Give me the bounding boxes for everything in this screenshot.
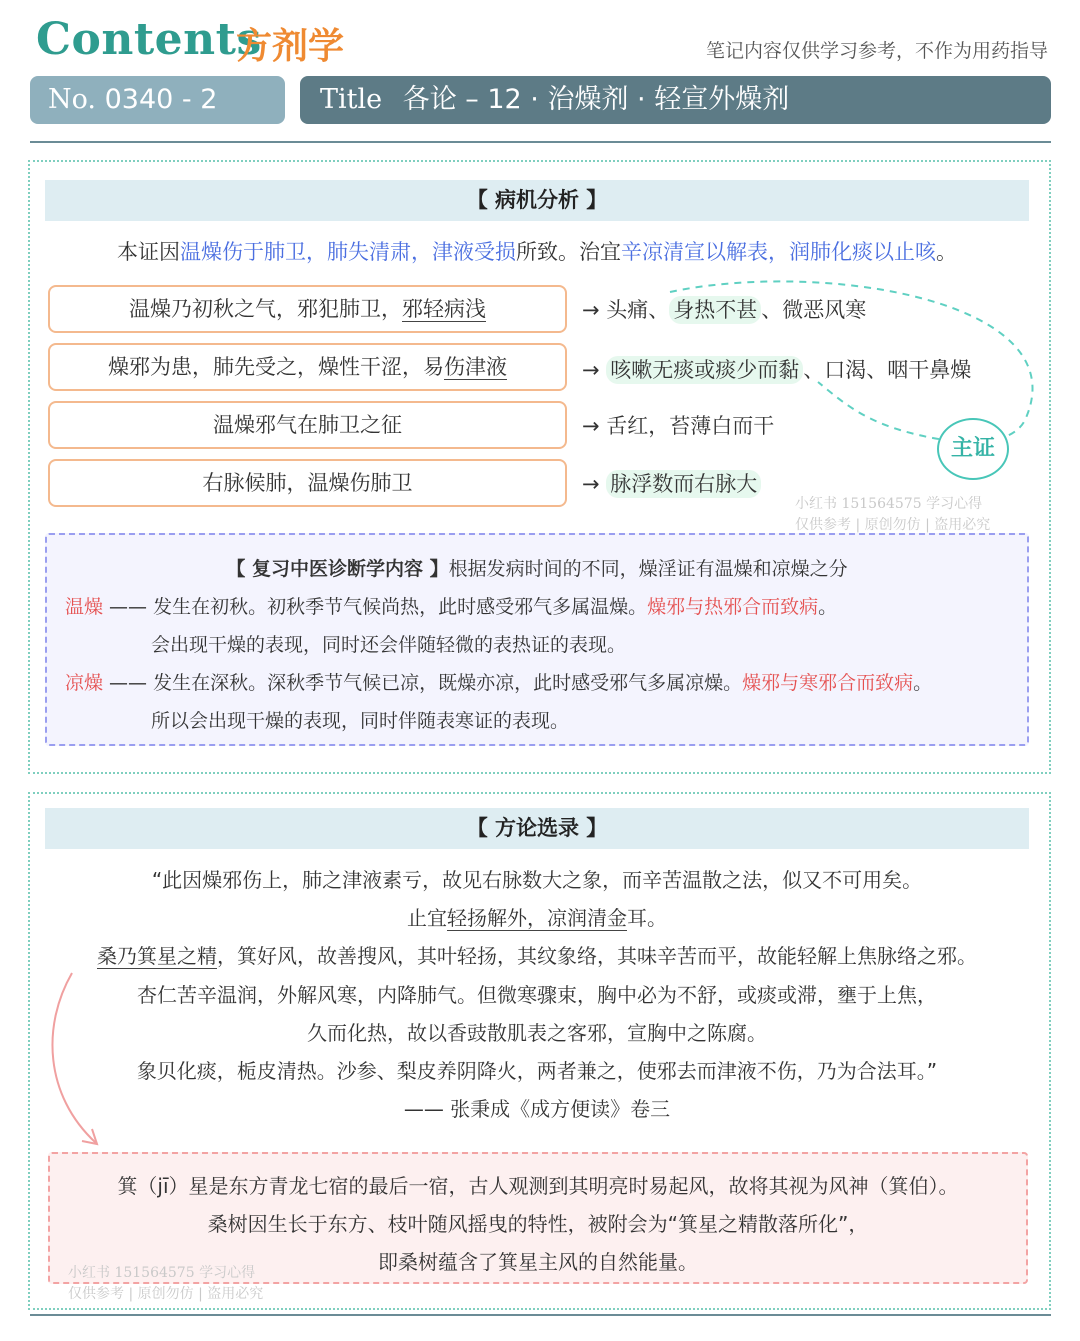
watermark-line-1: 小红书 151564575 学习心得: [795, 496, 983, 512]
warm-dry-text: —— 发生在初秋。初秋季节气候尚热，此时感受邪气多属温燥。: [103, 596, 648, 618]
footer-divider: [30, 1314, 1051, 1316]
symptom-highlight: 咳嗽无痰或痰少而黏: [606, 356, 803, 384]
note-number-box: [30, 76, 285, 124]
symptom-text: 舌红，苔薄白而干: [606, 414, 775, 438]
watermark-line-2: 仅供参考 | 原创勿仿 | 盗用必究: [68, 1286, 264, 1302]
symptom-line-1: [582, 294, 866, 324]
intro-treatment: 辛凉清宣以解表，润肺化痰以止咳: [621, 240, 936, 264]
number-label: No.: [48, 84, 96, 115]
note-title-box: [300, 76, 1051, 124]
cause-text: 右脉候肺，温燥伤肺卫: [202, 471, 413, 495]
note-line-3: 即桑树蕴含了箕星主风的自然能量。: [378, 1250, 698, 1274]
cause-box-2: [48, 343, 567, 391]
intro-text-3: 。: [936, 240, 957, 264]
cause-box-1: [48, 285, 567, 333]
header-divider: [30, 141, 1051, 143]
cause-box-3: [48, 401, 567, 449]
arrow: →: [582, 414, 600, 438]
quote-source: —— 张秉成《成方便读》卷三: [403, 1097, 671, 1121]
watermark-line-1: 小红书 151564575 学习心得: [68, 1265, 256, 1281]
cool-dry-end: 。: [913, 672, 933, 694]
cool-dry-line-2: 所以会出现干燥的表现，同时伴随表寒证的表现。: [151, 710, 570, 732]
symptom-text: 头痛、: [606, 298, 670, 322]
watermark-line-2: 仅供参考 | 原创勿仿 | 盗用必究: [795, 517, 991, 533]
formula-heading: 【 方论选录 】: [45, 808, 1029, 849]
arrow: →: [582, 472, 600, 496]
symptom-line-4: [582, 468, 761, 498]
cause-underlined: 伤津液: [444, 355, 507, 379]
quote-underlined: 轻扬解外，凉润清金: [447, 906, 627, 930]
symptom-highlight: 脉浮数而右脉大: [606, 470, 761, 498]
symptom-text: 、微恶风寒: [761, 298, 867, 322]
cause-text: 燥邪为患，肺先受之，燥性干涩，易: [108, 355, 444, 379]
title-value: 各论 – 12 · 治燥剂 · 轻宣外燥剂: [402, 84, 790, 115]
review-box: [45, 533, 1029, 746]
title-label: Title: [320, 84, 383, 115]
cause-box-4: [48, 459, 567, 507]
intro-text-1: 本证因: [117, 240, 180, 264]
cause-text: 温燥邪气在肺卫之征: [213, 413, 402, 437]
quote-text: 耳。: [627, 906, 667, 930]
cool-dry-line: [65, 668, 932, 695]
quote-line-1: “此因燥邪伤上，肺之津液素亏，故见右脉数大之象，而辛苦温散之法，似又不可用矣。: [151, 868, 923, 892]
quote-line-3: [45, 940, 1029, 969]
pathogenesis-heading: 【 病机分析 】: [45, 180, 1029, 221]
cause-text: 温燥乃初秋之气，邪犯肺卫，: [129, 297, 402, 321]
warm-dry-end: 。: [818, 596, 838, 618]
main-symptom-badge: 主证: [937, 418, 1009, 480]
pathogenesis-intro: [45, 236, 1029, 266]
warm-dry-line: [65, 592, 837, 619]
review-title-line: [47, 554, 1027, 581]
warm-dry-label: 温燥: [65, 596, 104, 618]
arrow: →: [582, 298, 600, 322]
review-title: 【 复习中医诊断学内容 】: [226, 558, 449, 580]
quote-text: 止宜: [407, 906, 447, 930]
quote-underlined: 桑乃箕星之精: [97, 944, 217, 968]
brand-title: Contents: [36, 14, 262, 65]
note-line-2: 桑树因生长于东方、枝叶随风摇曳的特性，被附会为“箕星之精散落所化”，: [207, 1212, 869, 1236]
symptom-line-3: [582, 410, 774, 440]
intro-text-2: 所致。治宜: [516, 240, 621, 264]
warm-dry-cause: 燥邪与热邪合而致病: [647, 596, 819, 618]
watermark: [68, 1263, 263, 1305]
symptom-line-2: [582, 354, 971, 384]
symptom-text: 、口渴、咽干鼻燥: [803, 358, 972, 382]
warm-dry-line-2: 会出现干燥的表现，同时还会伴随轻微的表热证的表现。: [151, 634, 627, 656]
cool-dry-label: 凉燥: [65, 672, 104, 694]
quote-line-5: 久而化热，故以香豉散肌表之客邪，宣胸中之陈腐。: [307, 1021, 767, 1045]
cause-underlined: 邪轻病浅: [402, 297, 486, 321]
review-title-rest: 根据发病时间的不同，燥淫证有温燥和凉燥之分: [448, 558, 848, 580]
subject-title: 方剂学: [236, 26, 345, 67]
cool-dry-text: —— 发生在深秋。深秋季节气候已凉，既燥亦凉，此时感受邪气多属凉燥。: [103, 672, 743, 694]
arrow: →: [582, 358, 600, 382]
note-pointer-arrow: [40, 965, 130, 1155]
quote-line-6: 象贝化痰，栀皮清热。沙参、梨皮养阴降火，两者兼之，使邪去而津液不伤，乃为合法耳。”: [136, 1059, 938, 1083]
disclaimer: 笔记内容仅供学习参考，不作为用药指导: [705, 40, 1048, 62]
intro-cause: 温燥伤于肺卫，肺失清肃，津液受损: [180, 240, 516, 264]
number-value: 0340 - 2: [104, 84, 218, 115]
quote-line-2: [45, 902, 1029, 931]
quote-text: ，箕好风，故善搜风，其叶轻扬，其纹象络，其味辛苦而平，故能轻解上焦脉络之邪。: [217, 944, 977, 968]
quote-line-4: 杏仁苦辛温润，外解风寒，内降肺气。但微寒骤束，胸中必为不舒，或痰或滞，壅于上焦，: [137, 983, 937, 1007]
symptom-highlight: 身热不甚: [669, 296, 761, 324]
cool-dry-cause: 燥邪与寒邪合而致病: [742, 672, 914, 694]
note-line-1: 箕（jī）星是东方青龙七宿的最后一宿，古人观测到其明亮时易起风，故将其视为风神（箕伯）。: [117, 1174, 959, 1198]
watermark: [795, 494, 990, 536]
